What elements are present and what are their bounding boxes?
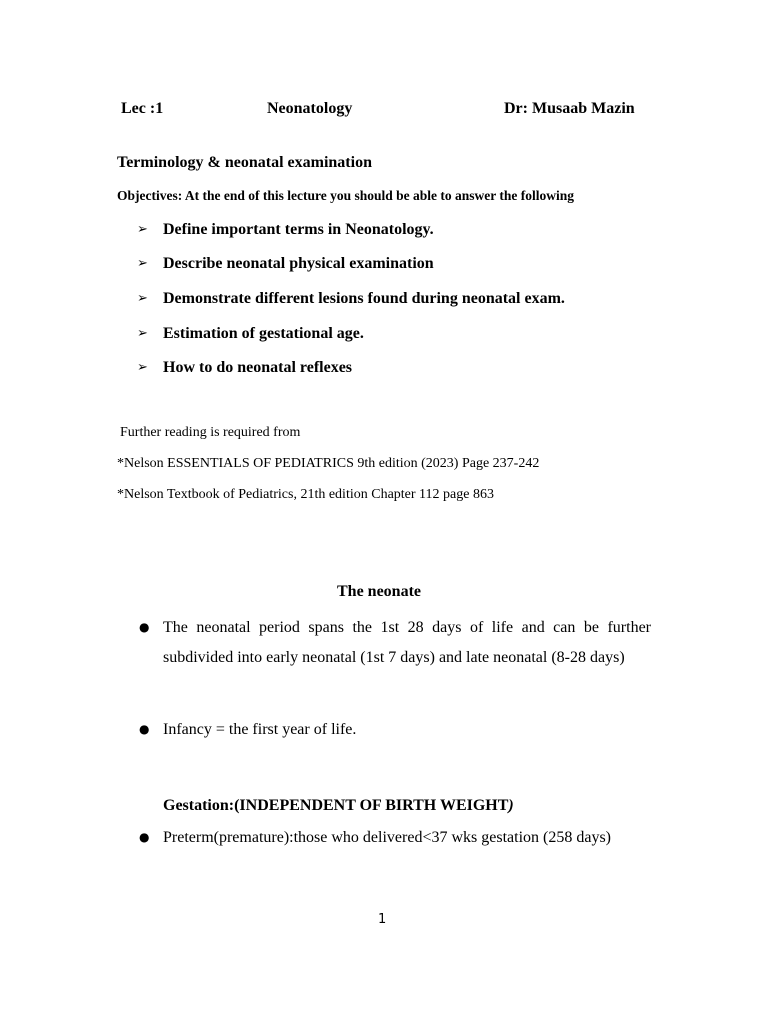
objective-text: Describe neonatal physical examination: [163, 255, 434, 272]
objective-text: Demonstrate different lesions found during neonatal exam.: [163, 290, 565, 307]
objective-item: [137, 221, 434, 239]
bullet-text: The neonatal period spans the 1st 28 days of life and can be further subdivided into early neonatal (1st 7 days) and late neonatal (8-28 days): [163, 619, 651, 666]
reference-item: *Nelson Textbook of Pediatrics, 21th edition Chapter 112 page 863: [117, 487, 494, 502]
lecture-number: Lec :1: [121, 100, 164, 117]
objective-text: How to do neonatal reflexes: [163, 359, 353, 376]
objective-item: [137, 290, 565, 308]
gestation-heading-close: ): [508, 797, 514, 814]
objective-text: Define important terms in Neonatology.: [163, 221, 434, 238]
lecture-title: Terminology & neonatal examination: [117, 154, 372, 171]
arrow-bullet-icon: ➢: [137, 222, 148, 237]
section-heading-gestation: [163, 797, 514, 815]
bullet-text: Preterm(premature):those who delivered<37 wks gestation (258 days): [163, 829, 612, 846]
lecturer-name: Dr: Musaab Mazin: [504, 100, 635, 117]
gestation-heading-text: Gestation:(INDEPENDENT OF BIRTH WEIGHT: [163, 797, 509, 814]
section-heading-neonate: The neonate: [337, 583, 421, 600]
objectives-intro: Objectives: At the end of this lecture you should be able to answer the following: [117, 188, 574, 203]
lecture-subject: Neonatology: [267, 100, 353, 117]
objective-item: [137, 359, 352, 377]
bullet-dot-icon: ●: [139, 830, 150, 844]
bullet-dot-icon: ●: [139, 722, 150, 736]
arrow-bullet-icon: ➢: [137, 291, 148, 306]
bullet-item: [139, 715, 651, 745]
arrow-bullet-icon: ➢: [137, 326, 148, 341]
objective-item: [137, 255, 434, 273]
objective-text: Estimation of gestational age.: [163, 325, 364, 342]
bullet-item: [139, 613, 651, 672]
reference-item: *Nelson ESSENTIALS OF PEDIATRICS 9th edition (2023) Page 237-242: [117, 456, 540, 471]
arrow-bullet-icon: ➢: [137, 360, 148, 375]
bullet-dot-icon: ●: [139, 620, 150, 634]
objective-item: [137, 325, 364, 343]
bullet-text: Infancy = the first year of life.: [163, 721, 357, 738]
arrow-bullet-icon: ➢: [137, 256, 148, 271]
page-number: 1: [378, 912, 387, 927]
bullet-item: [139, 823, 651, 853]
further-reading-intro: Further reading is required from: [120, 425, 301, 440]
